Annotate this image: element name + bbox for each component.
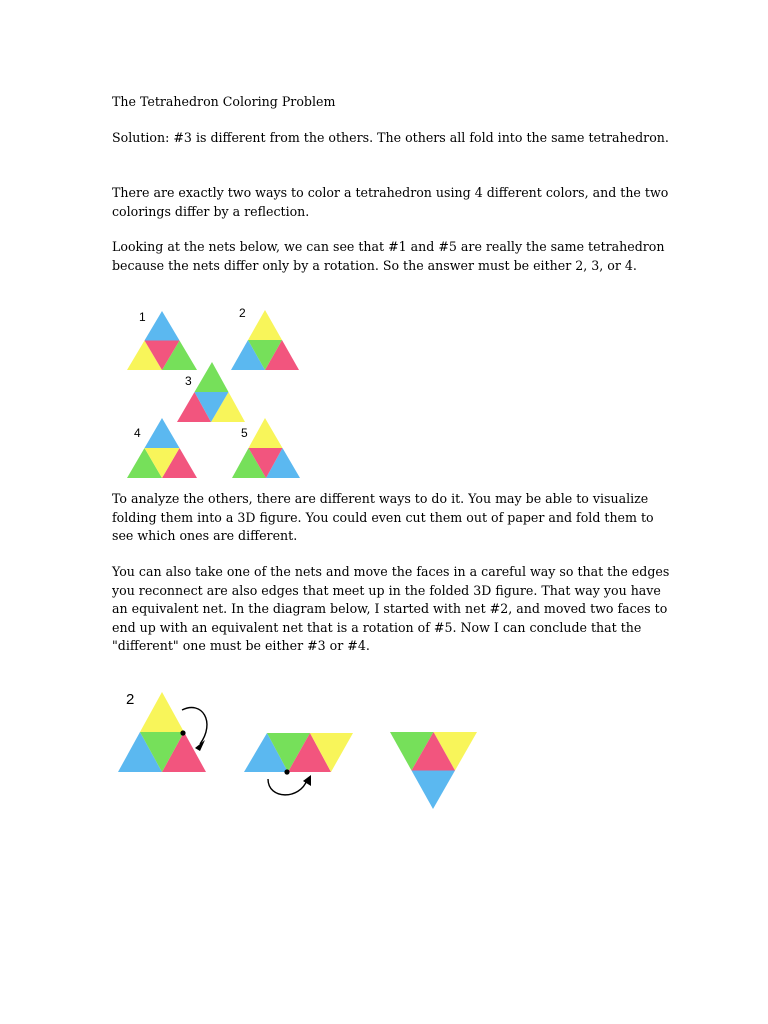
colorings-paragraph: There are exactly two ways to color a tetrahedron using 4 different colors, and the two colorings differ by a reflection. — [112, 185, 669, 219]
diagram-result-net-face-bottom — [412, 771, 456, 810]
rotation-arrow-2 — [268, 779, 307, 795]
equivalent-net-paragraph: You can also take one of the nets and move the faces in a careful way so that the edges you reconnect are also edges that meet up in the folded 3D figure. That way you have an equivalent net. In the diagram below, I started with net #2, and moved two faces to end up with an equivalent net that is a rotation of #5. Now I can conclude that the "different" one must be either #3 or #4. — [112, 564, 670, 653]
net-2-face-top — [248, 310, 282, 340]
net-label-5: 5 — [241, 426, 248, 440]
net-5-face-top — [249, 418, 283, 448]
net-1-face-top — [145, 311, 180, 341]
document-title: The Tetrahedron Coloring Problem — [112, 94, 336, 109]
equivalent-net-diagram — [118, 692, 477, 809]
solution-paragraph: Solution: #3 is different from the others. The others all fold into the same tetrahedron. — [112, 130, 669, 145]
diagram-net-label: 2 — [126, 691, 135, 708]
pivot-dot-1 — [180, 730, 185, 735]
analysis-paragraph: To analyze the others, there are different ways to do it. You may be able to visualize folding them into a 3D figure. You could even cut them out of paper and fold them to see which ones are different. — [112, 491, 654, 543]
net-label-1: 1 — [139, 310, 146, 324]
net-label-3: 3 — [185, 374, 192, 388]
net-4-face-top — [145, 418, 180, 448]
net-3-face-top — [195, 362, 229, 392]
pivot-dot-2 — [284, 769, 289, 774]
diagram-net-2-face-top — [140, 692, 184, 732]
tetrahedron-nets-figure — [127, 310, 300, 478]
rotation-arrow-1-head — [195, 740, 205, 751]
nets-intro-paragraph: Looking at the nets below, we can see that #1 and #5 are really the same tetrahedron because the nets differ only by a rotation. So the answer must be either 2, 3, or 4. — [112, 239, 665, 273]
net-label-4: 4 — [134, 426, 141, 440]
net-label-2: 2 — [239, 306, 246, 320]
